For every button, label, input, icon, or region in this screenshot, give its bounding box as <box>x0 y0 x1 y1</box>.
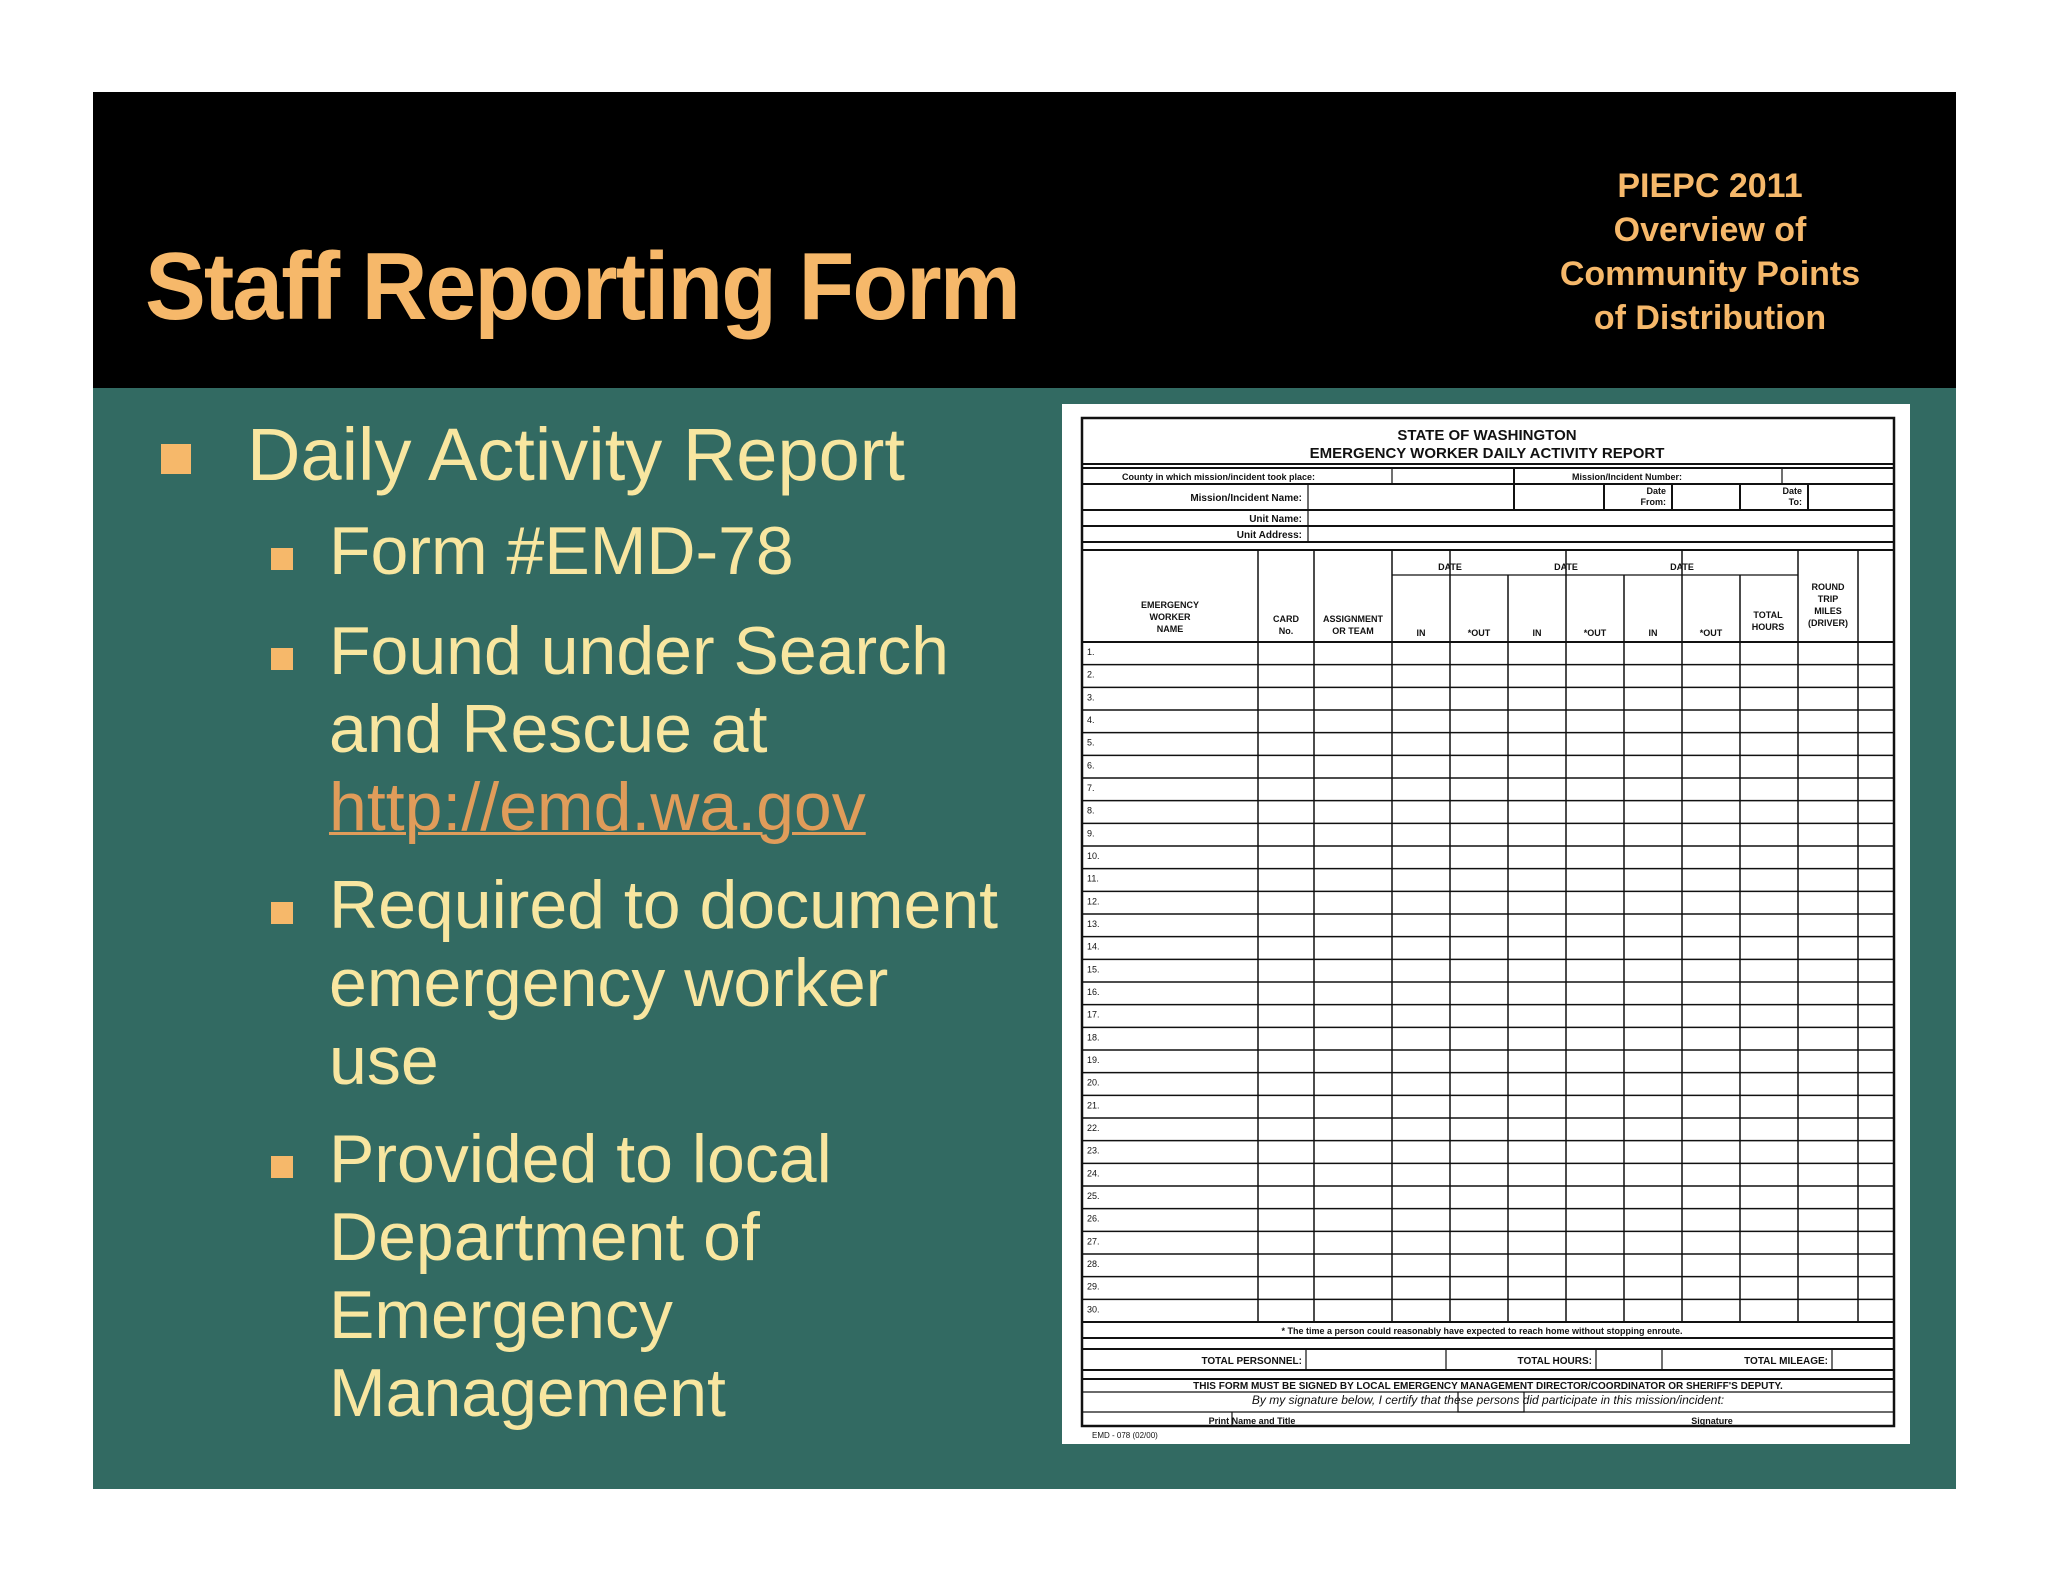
certify-statement: By my signature below, I certify that these persons did participate in this mission/incident: <box>1251 1393 1725 1407</box>
bullet-text: Found under Search <box>329 613 949 689</box>
tag-line: PIEPC 2011 <box>1617 167 1803 205</box>
col-date: DATE <box>1438 562 1462 572</box>
mission-number-label: Mission/Incident Number: <box>1572 472 1683 482</box>
bullet-square-icon <box>271 648 293 670</box>
col-miles: ROUND <box>1811 582 1845 592</box>
col-card: CARD <box>1273 614 1299 624</box>
bullet-text: Form #EMD-78 <box>329 513 794 589</box>
col-miles: MILES <box>1814 606 1842 616</box>
col-total: TOTAL <box>1753 610 1783 620</box>
row-number: 21. <box>1087 1100 1100 1111</box>
col-date: DATE <box>1670 562 1694 572</box>
row-number: 15. <box>1087 964 1100 975</box>
col-assignment: ASSIGNMENT <box>1322 614 1384 624</box>
row-number: 13. <box>1087 919 1100 929</box>
bullet-text: Department of <box>329 1199 760 1275</box>
bullet-square-icon <box>271 1156 293 1178</box>
row-number: 5. <box>1087 737 1095 748</box>
col-total: HOURS <box>1751 622 1785 632</box>
bullet-text: Emergency <box>329 1277 673 1353</box>
slide-title: Staff Reporting Form <box>145 233 1019 340</box>
row-number: 28. <box>1087 1259 1100 1269</box>
total-personnel: TOTAL PERSONNEL: <box>1201 1356 1302 1367</box>
col-in: IN <box>1648 628 1658 638</box>
row-number: 23. <box>1087 1145 1100 1156</box>
col-in: IN <box>1416 628 1426 638</box>
row-number: 10. <box>1087 851 1100 861</box>
row-number: 14. <box>1087 941 1100 952</box>
row-number: 11. <box>1087 873 1099 884</box>
slide <box>93 92 1956 1489</box>
date-to-label: Date <box>1782 486 1802 496</box>
bullet-text: and Rescue at <box>329 691 768 767</box>
form-title-2: EMERGENCY WORKER DAILY ACTIVITY REPORT <box>1309 445 1665 462</box>
bullet-text: emergency worker <box>329 945 889 1021</box>
signature-label: Signature <box>1691 1416 1733 1426</box>
row-number: 30. <box>1087 1304 1100 1315</box>
col-worker: WORKER <box>1149 612 1191 622</box>
row-number: 22. <box>1087 1123 1100 1133</box>
tag-line: Overview of <box>1613 211 1807 249</box>
row-number: 12. <box>1087 896 1100 907</box>
form-table-grid <box>1082 550 1894 1322</box>
col-date: DATE <box>1554 562 1578 572</box>
activity-report-form <box>1062 404 1910 1444</box>
slide-header <box>93 92 1956 388</box>
row-number: 16. <box>1087 987 1100 997</box>
form-title-1: STATE OF WASHINGTON <box>1397 427 1577 444</box>
unit-name-label: Unit Name: <box>1249 514 1302 525</box>
col-miles: (DRIVER) <box>1808 618 1848 628</box>
bullet-text: Management <box>329 1355 726 1431</box>
row-number: 7. <box>1087 783 1095 793</box>
row-number: 26. <box>1087 1213 1100 1224</box>
row-numbers <box>1087 647 1100 1314</box>
footnote: * The time a person could reasonably have expected to reach home without stopping enroute. <box>1281 1326 1683 1336</box>
date-from-label: Date <box>1646 486 1666 496</box>
col-out: *OUT <box>1467 628 1491 638</box>
bullet-square-icon <box>271 548 293 570</box>
row-number: 27. <box>1087 1236 1100 1247</box>
print-name-label: Print Name and Title <box>1208 1416 1296 1426</box>
col-worker: NAME <box>1156 624 1184 634</box>
row-number: 6. <box>1087 760 1095 771</box>
bullet-text: Required to document <box>329 867 999 943</box>
bullet-main-text: Daily Activity Report <box>247 413 905 496</box>
emd-link[interactable]: http://emd.wa.gov <box>329 769 866 845</box>
row-number: 4. <box>1087 715 1095 725</box>
row-number: 20. <box>1087 1077 1100 1088</box>
date-from-label: From: <box>1640 497 1666 507</box>
total-hours: TOTAL HOURS: <box>1517 1356 1592 1367</box>
col-in: IN <box>1532 628 1542 638</box>
col-out: *OUT <box>1583 628 1607 638</box>
col-card: No. <box>1278 626 1294 636</box>
date-to-label: To: <box>1788 497 1802 507</box>
must-sign-notice: THIS FORM MUST BE SIGNED BY LOCAL EMERGENCY MANAGEMENT DIRECTOR/COORDINATOR OR SHERIFF'S DEPUTY. <box>1193 1381 1783 1392</box>
row-number: 18. <box>1087 1032 1100 1043</box>
total-mileage: TOTAL MILEAGE: <box>1744 1356 1828 1367</box>
col-miles: TRIP <box>1817 594 1839 604</box>
row-number: 3. <box>1087 692 1095 703</box>
row-number: 17. <box>1087 1009 1100 1020</box>
col-assignment: OR TEAM <box>1332 626 1374 636</box>
form-image <box>1062 404 1910 1444</box>
bullet-text: use <box>329 1023 439 1099</box>
row-number: 19. <box>1087 1055 1100 1065</box>
col-out: *OUT <box>1699 628 1723 638</box>
col-worker: EMERGENCY <box>1140 600 1200 610</box>
mission-name-label: Mission/Incident Name: <box>1190 493 1302 504</box>
unit-address-label: Unit Address: <box>1236 530 1302 541</box>
bullet-square-icon <box>161 444 191 474</box>
conference-tag <box>1530 164 1890 340</box>
tag-line: Community Points <box>1559 255 1861 293</box>
row-number: 24. <box>1087 1168 1100 1179</box>
tag-line: of Distribution <box>1593 299 1827 337</box>
form-id: EMD - 078 (02/00) <box>1092 1431 1158 1440</box>
county-label: County in which mission/incident took place: <box>1122 472 1316 482</box>
row-number: 29. <box>1087 1281 1100 1292</box>
row-number: 2. <box>1087 669 1095 680</box>
bullet-text: Provided to local <box>329 1121 832 1197</box>
row-number: 8. <box>1087 805 1095 816</box>
bullet-square-icon <box>271 902 293 924</box>
row-number: 1. <box>1087 647 1095 657</box>
row-number: 9. <box>1087 828 1095 839</box>
row-number: 25. <box>1087 1191 1100 1201</box>
